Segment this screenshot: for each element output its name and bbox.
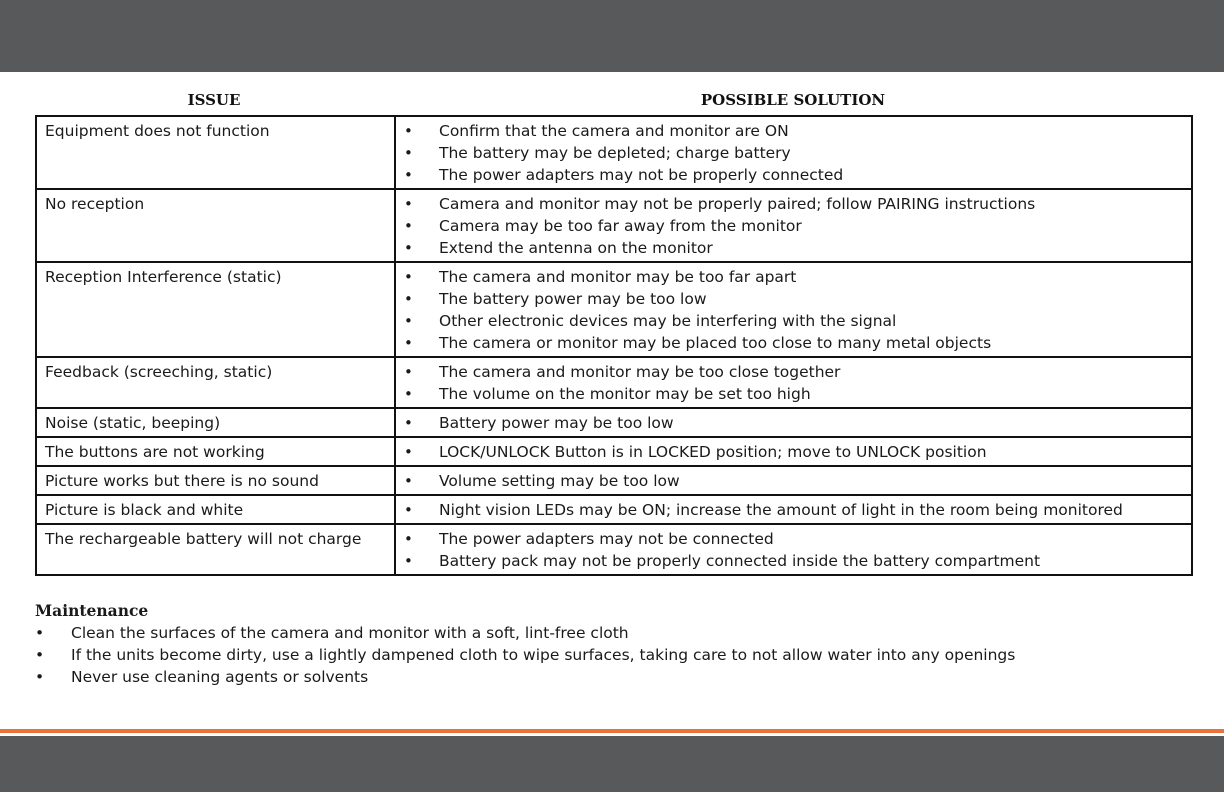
solution-cell (395, 408, 1192, 437)
table-row (36, 466, 1192, 495)
solution-item: • Camera may be too far away from the monitor (404, 215, 1191, 237)
maintenance-item: • Clean the surfaces of the camera and monitor with a soft, lint-free cloth (35, 622, 1185, 644)
solution-list (404, 470, 1191, 492)
solution-item: • Confirm that the camera and monitor are ON (404, 120, 1191, 142)
solution-item: • The camera and monitor may be too far apart (404, 266, 1191, 288)
table-row (36, 437, 1192, 466)
maintenance-section (35, 600, 1185, 688)
solution-column-header: POSSIBLE SOLUTION (700, 91, 886, 109)
solution-list (404, 120, 1191, 186)
solution-cell (395, 437, 1192, 466)
solution-item: • LOCK/UNLOCK Button is in LOCKED position; move to UNLOCK position (404, 441, 1191, 463)
solution-item: • The volume on the monitor may be set too high (404, 383, 1191, 405)
table-row (36, 524, 1192, 575)
solution-item: • Volume setting may be too low (404, 470, 1191, 492)
solution-item: • Battery pack may not be properly connected inside the battery compartment (404, 550, 1191, 572)
solution-list (404, 193, 1191, 259)
solution-list (404, 361, 1191, 405)
solution-cell (395, 466, 1192, 495)
solution-cell (395, 495, 1192, 524)
solution-list (404, 528, 1191, 572)
issue-cell: Picture is black and white (36, 495, 395, 524)
solution-item: • The camera or monitor may be placed too close to many metal objects (404, 332, 1191, 354)
header-bar (0, 0, 1224, 72)
table-row (36, 357, 1192, 408)
solution-item: • The battery power may be too low (404, 288, 1191, 310)
solution-item: • Other electronic devices may be interfering with the signal (404, 310, 1191, 332)
solution-cell (395, 524, 1192, 575)
solution-item: • Camera and monitor may not be properly paired; follow PAIRING instructions (404, 193, 1191, 215)
solution-cell (395, 189, 1192, 262)
maintenance-item: • If the units become dirty, use a lightly dampened cloth to wipe surfaces, taking care to not allow water into any openings (35, 644, 1185, 666)
issue-column-header: ISSUE (187, 91, 241, 109)
issue-cell: The rechargeable battery will not charge (36, 524, 395, 575)
table-row (36, 262, 1192, 357)
solution-item: • The camera and monitor may be too close together (404, 361, 1191, 383)
table-row (36, 495, 1192, 524)
table-header (35, 91, 1193, 113)
issue-cell: No reception (36, 189, 395, 262)
solution-item: • The power adapters may not be properly connected (404, 164, 1191, 186)
solution-cell (395, 357, 1192, 408)
solution-item: • The battery may be depleted; charge battery (404, 142, 1191, 164)
solution-list (404, 412, 1191, 434)
accent-stripe (0, 729, 1224, 733)
solution-item: • Night vision LEDs may be ON; increase the amount of light in the room being monitored (404, 499, 1191, 521)
solution-item: • Extend the antenna on the monitor (404, 237, 1191, 259)
solution-list (404, 441, 1191, 463)
table-row (36, 408, 1192, 437)
maintenance-list (35, 622, 1185, 688)
solution-list (404, 499, 1191, 521)
issue-cell: Equipment does not function (36, 116, 395, 189)
issue-cell: Picture works but there is no sound (36, 466, 395, 495)
maintenance-item: • Never use cleaning agents or solvents (35, 666, 1185, 688)
troubleshooting-table (35, 115, 1193, 576)
issue-cell: The buttons are not working (36, 437, 395, 466)
solution-cell (395, 262, 1192, 357)
table-row (36, 116, 1192, 189)
table-row (36, 189, 1192, 262)
issue-cell: Noise (static, beeping) (36, 408, 395, 437)
solution-item: • The power adapters may not be connected (404, 528, 1191, 550)
issue-cell: Reception Interference (static) (36, 262, 395, 357)
maintenance-title: Maintenance (35, 601, 149, 620)
solution-item: • Battery power may be too low (404, 412, 1191, 434)
issue-cell: Feedback (screeching, static) (36, 357, 395, 408)
footer-bar (0, 736, 1224, 792)
solution-cell (395, 116, 1192, 189)
solution-list (404, 266, 1191, 354)
